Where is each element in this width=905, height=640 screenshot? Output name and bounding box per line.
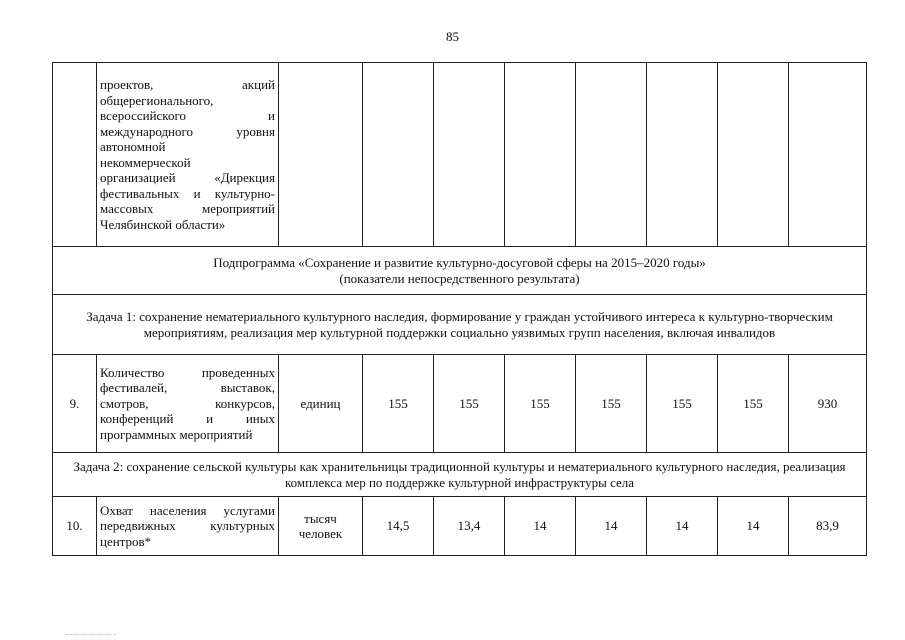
value-cell: 155: [718, 355, 789, 453]
name-line: автономной: [100, 139, 166, 154]
table-row-continuation: [53, 63, 867, 247]
name-line: программных мероприятий: [100, 426, 253, 442]
value-cell: 155: [505, 355, 576, 453]
subprogram-header-row: [53, 247, 867, 295]
value-cell: 14: [647, 497, 718, 556]
name-line: фестивальных и культурно-: [100, 185, 275, 201]
name-line: фестивалей, выставок,: [100, 380, 275, 396]
name-line: некоммерческой: [100, 154, 191, 170]
unit-cell: единиц: [279, 355, 363, 453]
value-cell: 13,4: [434, 497, 505, 556]
unit-cell: [279, 497, 363, 556]
subprogram-header-cell: [53, 247, 867, 295]
indicators-table: [52, 62, 867, 556]
row-number-cell: 9.: [53, 355, 97, 453]
name-line: организацией «Дирекция: [100, 170, 275, 185]
name-line: международного уровня: [100, 123, 275, 139]
value-cell: [505, 63, 576, 247]
value-cell: 155: [576, 355, 647, 453]
name-line: передвижных культурных: [100, 518, 275, 534]
row-number-cell: [53, 63, 97, 247]
value-cell: [718, 63, 789, 247]
row-number-cell: 10.: [53, 497, 97, 556]
value-cell: [363, 63, 434, 247]
value-cell: [647, 63, 718, 247]
name-line: всероссийского и: [100, 108, 275, 123]
table-row-9: [53, 355, 867, 453]
value-cell: 14: [718, 497, 789, 556]
name-line: массовых мероприятий: [100, 201, 275, 216]
total-cell: 83,9: [789, 497, 867, 556]
total-cell: 930: [789, 355, 867, 453]
page-number: 85: [446, 29, 459, 44]
task-1-row: [53, 295, 867, 355]
value-cell: 155: [363, 355, 434, 453]
value-cell: [434, 63, 505, 247]
task-1-cell: Задача 1: сохранение нематериального культурного наследия, формирование у граждан устойчивого интереса к культурно-творческим мероприятиям, реализация мер культурной поддержки социально уязвимых групп населения, включая инвалидов: [53, 295, 867, 355]
unit-cell: [279, 63, 363, 247]
value-cell: 14: [505, 497, 576, 556]
total-cell: [789, 63, 867, 247]
subprogram-title: Подпрограмма «Сохранение и развитие культурно-досуговой сферы на 2015–2020 годы»: [213, 255, 706, 270]
task-2-cell: Задача 2: сохранение сельской культуры как хранительницы традиционной культуры и нематериального культурного наследия, реализация комплекса мер по поддержке культурной инфраструктуры села: [53, 453, 867, 497]
unit-line: человек: [298, 526, 343, 541]
task-2-row: [53, 453, 867, 497]
name-line: конференций и иных: [100, 411, 275, 427]
scan-artifact-mark: [66, 634, 116, 638]
unit-line: тысяч: [304, 510, 337, 526]
name-line: проектов, акций: [100, 77, 275, 92]
indicator-name-cell: [97, 63, 279, 247]
subprogram-subtitle: (показатели непосредственного результата): [339, 270, 580, 286]
value-cell: 155: [434, 355, 505, 453]
name-line: центров*: [100, 533, 152, 549]
name-line: Количество проведенных: [100, 364, 275, 380]
name-line: общерегионального,: [100, 92, 214, 108]
indicator-name-cell: [97, 355, 279, 453]
value-cell: [576, 63, 647, 247]
table-row-10: [53, 497, 867, 556]
value-cell: 14: [576, 497, 647, 556]
value-cell: 14,5: [363, 497, 434, 556]
name-line: смотров, конкурсов,: [100, 395, 275, 411]
indicator-name-cell: [97, 497, 279, 556]
name-line: Охват населения услугами: [100, 502, 275, 518]
value-cell: 155: [647, 355, 718, 453]
name-line: Челябинской области»: [100, 216, 226, 232]
